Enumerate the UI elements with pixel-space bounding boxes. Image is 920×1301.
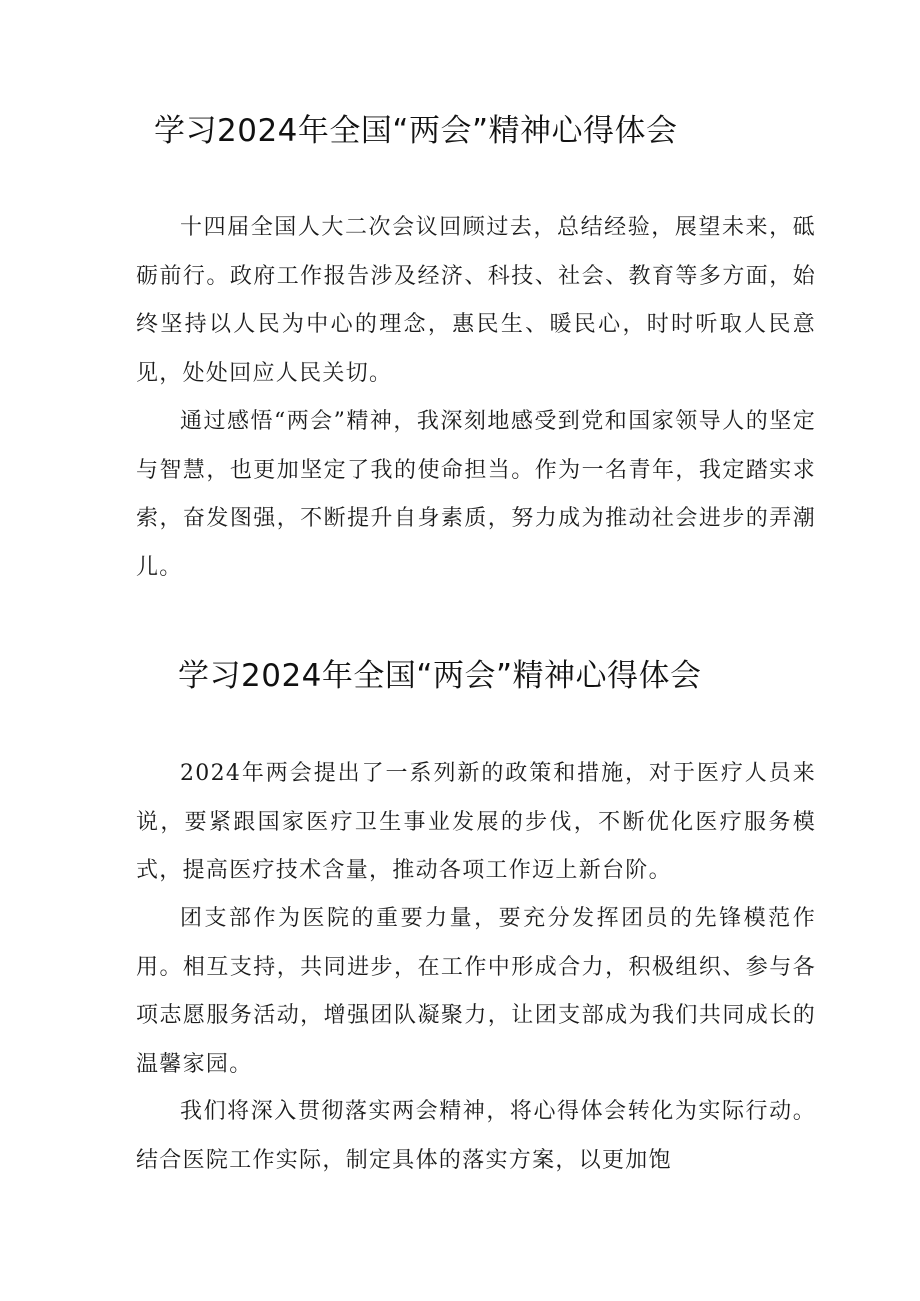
section-2-title: 学习2024年全国“两会”精神心得体会	[178, 658, 702, 694]
section-1-paragraph-1: 十四届全国人大二次会议回顾过去，总结经验，展望未来，砥砺前行。政府工作报告涉及经济、科技、社会、教育等多方面，始终坚持以人民为中心的理念，惠民生、暖民心，时时听取人民意见，处处回应人民关切。	[136, 215, 816, 386]
section-1-paragraph-2: 通过感悟“两会”精神，我深刻地感受到党和国家领导人的坚定与智慧，也更加坚定了我的使命担当。作为一名青年，我定踏实求索，奋发图强，不断提升自身素质，努力成为推动社会进步的弄潮儿。	[136, 409, 816, 580]
section-2-paragraph-1: 2024年两会提出了一系列新的政策和措施，对于医疗人员来说，要紧跟国家医疗卫生事业发展的步伐，不断优化医疗服务模式，提高医疗技术含量，推动各项工作迈上新台阶。	[136, 761, 816, 883]
section-2-paragraph-3: 我们将深入贯彻落实两会精神，将心得体会转化为实际行动。结合医院工作实际，制定具体的落实方案，以更加饱	[136, 1099, 816, 1173]
section-1-title: 学习2024年全国“两会”精神心得体会	[154, 113, 678, 149]
section-2-paragraph-2: 团支部作为医院的重要力量，要充分发挥团员的先锋模范作用。相互支持，共同进步，在工作中形成合力，积极组织、参与各项志愿服务活动，增强团队凝聚力，让团支部成为我们共同成长的温馨家园。	[136, 906, 816, 1077]
